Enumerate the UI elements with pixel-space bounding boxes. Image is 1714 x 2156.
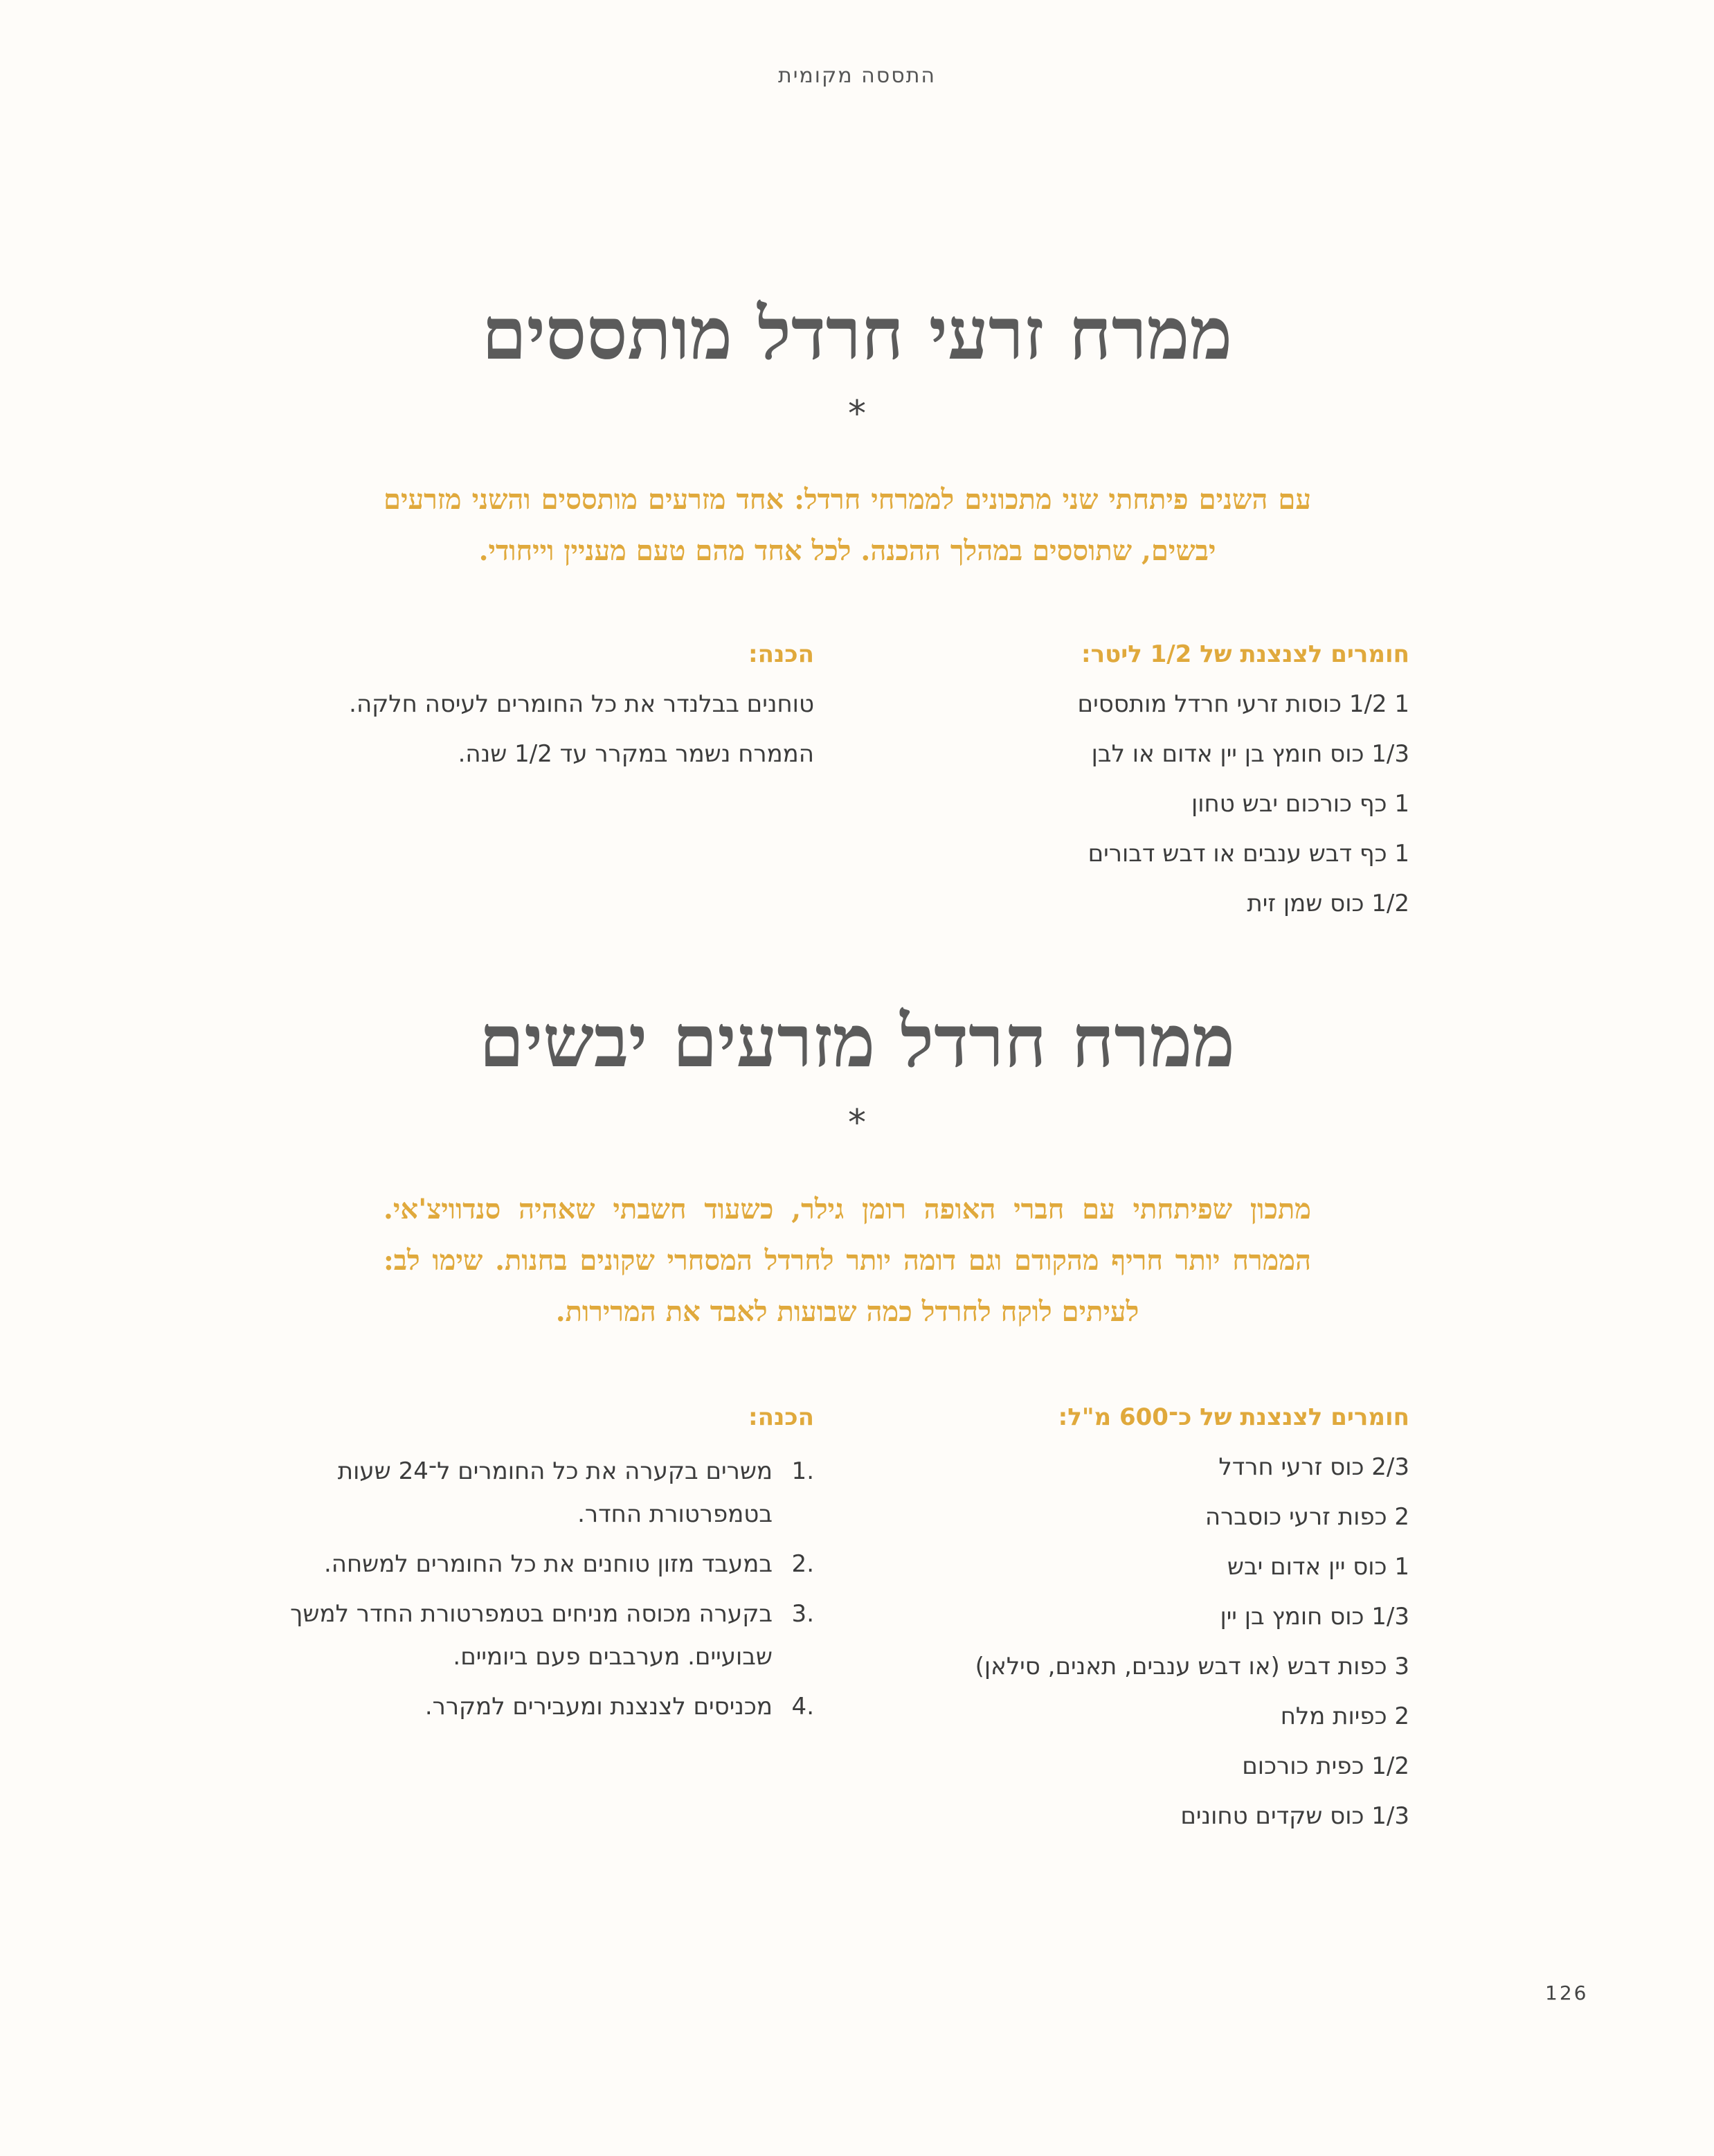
separator-asterisk: *: [848, 393, 866, 435]
recipe-title: ממרח זרעי חרדל מותססים: [481, 291, 1233, 376]
step-number: .2: [791, 1550, 814, 1578]
preparation-section: [288, 1400, 814, 1735]
ingredients-heading: חומרים לצנצנת של כ־600 מ"ל:: [1058, 1403, 1409, 1431]
step-text: בקערה מכוסה מניחים בטמפרטורת החדר למשך שבועיים. מערבבים פעם ביומיים.: [290, 1600, 773, 1671]
ingredients-heading: חומרים לצנצנת של 1/2 ליטר:: [1081, 640, 1409, 668]
ingredient-item: 2/3 כוס זרעי חרדל: [1218, 1453, 1409, 1481]
preparation-step: [288, 1685, 814, 1728]
ingredient-item: 2 כפיות מלח: [1280, 1703, 1409, 1730]
step-number: .3: [791, 1600, 814, 1628]
step-text: משרים בקערה את כל החומרים ל־24 שעות בטמפרטורת החדר.: [337, 1457, 773, 1528]
preparation-section: [288, 637, 814, 787]
preparation-heading: הכנה:: [748, 640, 814, 668]
ingredient-item: 1 כף כורכום יבש טחון: [1191, 790, 1409, 818]
separator-asterisk: *: [848, 1102, 866, 1144]
ingredients-section: [883, 1400, 1409, 1849]
ingredients-list: [883, 687, 1409, 921]
preparation-step: הממרח נשמר במקרר עד 1/2 שנה.: [458, 740, 814, 768]
preparation-step: [288, 1450, 814, 1536]
ingredient-item: 1 כוס יין אדום יבש: [1227, 1553, 1409, 1581]
recipe-title: ממרח חרדל מזרעים יבשים: [479, 998, 1235, 1084]
ingredient-item: 2 כפות זרעי כוסברה: [1205, 1503, 1409, 1531]
step-number: .1: [791, 1457, 814, 1485]
preparation-steps: [288, 1450, 814, 1728]
ingredient-item: 1/3 כוס שקדים טחונים: [1180, 1802, 1409, 1830]
ingredient-item: 1/2 כוס שמן זית: [1247, 890, 1409, 917]
preparation-list: [288, 687, 814, 771]
ingredients-section: [883, 637, 1409, 936]
step-number: .4: [791, 1693, 814, 1721]
ingredient-item: 1 1/2 כוסות זרעי חרדל מותססים: [1077, 690, 1409, 718]
page-number: 126: [1545, 1982, 1589, 2004]
preparation-step: טוחנים בבלנדר את כל החומרים לעיסה חלקה.: [349, 690, 814, 718]
ingredient-item: 3 כפות דבש (או דבש ענבים, תאנים, סילאן): [975, 1653, 1409, 1680]
preparation-heading: הכנה:: [748, 1403, 814, 1431]
running-header: התססה מקומית: [777, 64, 937, 88]
recipe-intro: עם השנים פיתחתי שני מתכונים לממרחי חרדל: אחד מזרעים מותססים והשני מזרעים יבשים, שתוססים במהלך ההכנה. לכל אחד מהם טעם מעניין וייחודי.: [384, 483, 1312, 567]
ingredient-item: 1/3 כוס חומץ בן יין אדום או לבן: [1091, 740, 1409, 768]
ingredient-item: 1 כף דבש ענבים או דבש דבורים: [1088, 840, 1409, 868]
ingredient-item: 1/3 כוס חומץ בן יין: [1220, 1603, 1409, 1631]
ingredient-item: 1/2 כפית כורכום: [1242, 1752, 1409, 1780]
step-text: במעבד מזון טוחנים את כל החומרים למשחה.: [323, 1550, 773, 1578]
recipe-intro: מתכון שפיתחתי עם חברי האופה רומן גילר, כשעוד חשבתי שאהיה סנדוויצ'אי. הממרח יותר חריף מהקודם וגם דומה יותר לחרדל המסחרי שקונים בחנות. שימו לב: לעיתים לוקח לחרדל כמה שבועות לאבד את המרירות.: [384, 1193, 1311, 1328]
preparation-step: [288, 1543, 814, 1585]
step-text: מכניסים לצנצנת ומעבירים למקרר.: [424, 1693, 773, 1721]
ingredients-list: [883, 1450, 1409, 1833]
preparation-step: [288, 1592, 814, 1678]
